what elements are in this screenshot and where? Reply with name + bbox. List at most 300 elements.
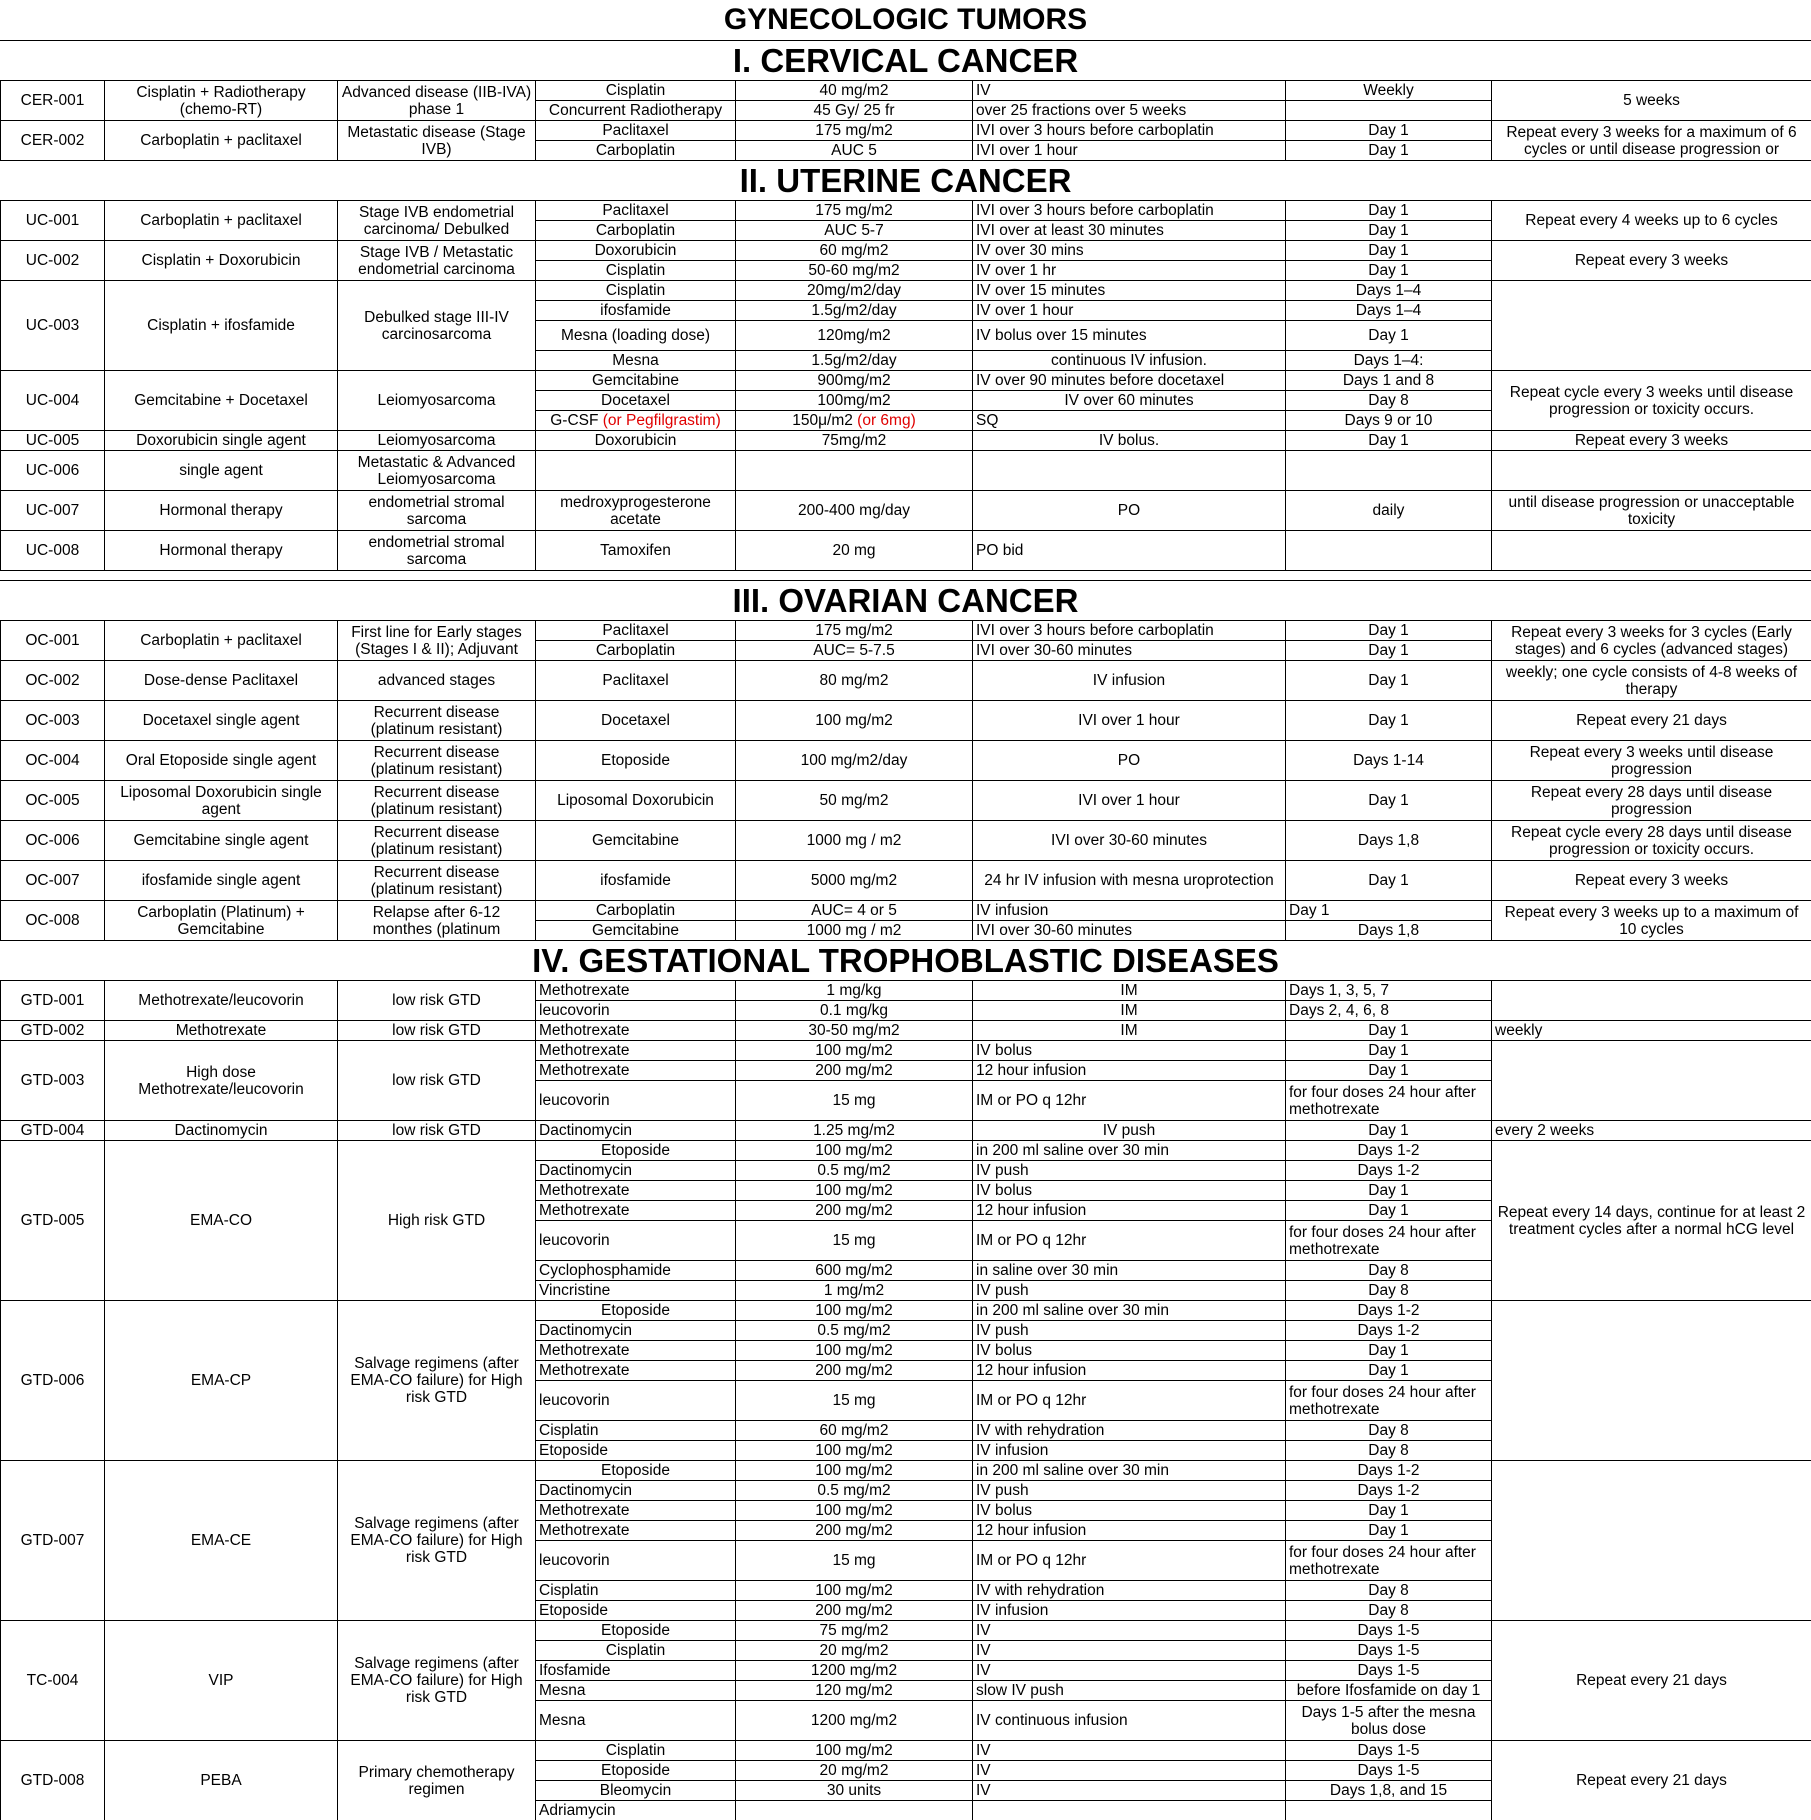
schedule: Day 1: [1286, 221, 1492, 241]
schedule: [1286, 1801, 1492, 1820]
dose: 175 mg/m2: [736, 201, 973, 221]
regimen-name: VIP: [105, 1621, 338, 1741]
regimen-name: Methotrexate: [105, 1021, 338, 1041]
protocol-code: GTD-008: [1, 1741, 105, 1820]
dose: 200 mg/m2: [736, 1061, 973, 1081]
schedule: Days 1-5: [1286, 1761, 1492, 1781]
dose: 100 mg/m2: [736, 1041, 973, 1061]
indication: Metastatic & Advanced Leiomyosarcoma: [338, 451, 536, 491]
dose: 200 mg/m2: [736, 1361, 973, 1381]
indication: Salvage regimens (after EMA-CO failure) for High risk GTD: [338, 1621, 536, 1741]
indication: Stage IVB endometrial carcinoma/ Debulked: [338, 201, 536, 241]
route: IVI over 1 hour: [973, 141, 1286, 161]
table-row: [1, 661, 1811, 701]
route: IV bolus: [973, 1181, 1286, 1201]
schedule: [1286, 451, 1492, 491]
route: in 200 ml saline over 30 min: [973, 1141, 1286, 1161]
drug-name: Cisplatin: [536, 1641, 736, 1661]
dose: 1.5g/m2/day: [736, 301, 973, 321]
indication: Recurrent disease (platinum resistant): [338, 861, 536, 901]
frequency: Repeat every 28 days until disease progression: [1492, 781, 1811, 821]
route: IV: [973, 1641, 1286, 1661]
dose: 200 mg/m2: [736, 1521, 973, 1541]
schedule: Day 1: [1286, 241, 1492, 261]
route: PO: [973, 491, 1286, 531]
table-row: [1, 861, 1811, 901]
frequency: Repeat every 3 weeks until disease progression: [1492, 741, 1811, 781]
regimen-name: Carboplatin + paclitaxel: [105, 621, 338, 661]
drug-name: Methotrexate: [536, 981, 736, 1001]
schedule: Days 1–4: [1286, 301, 1492, 321]
table-row: [1, 781, 1811, 821]
drug-name: Gemcitabine: [536, 921, 736, 941]
schedule: Day 8: [1286, 1581, 1492, 1601]
indication: low risk GTD: [338, 1021, 536, 1041]
protocol-table: [0, 200, 1811, 571]
table-row: [1, 431, 1811, 451]
route: 12 hour infusion: [973, 1521, 1286, 1541]
drug-name: G-CSF (or Pegfilgrastim): [536, 411, 736, 431]
drug-name: Dactinomycin: [536, 1481, 736, 1501]
dose: 900mg/m2: [736, 371, 973, 391]
route: in 200 ml saline over 30 min: [973, 1301, 1286, 1321]
route: IV infusion: [973, 1601, 1286, 1621]
route: IM: [973, 1021, 1286, 1041]
dose: 20 mg/m2: [736, 1761, 973, 1781]
route: IV over 15 minutes: [973, 281, 1286, 301]
route: IV: [973, 1621, 1286, 1641]
drug-name: Carboplatin: [536, 641, 736, 661]
dose: 20 mg: [736, 531, 973, 571]
regimen-name: Carboplatin + paclitaxel: [105, 121, 338, 161]
schedule: Days 1, 3, 5, 7: [1286, 981, 1492, 1001]
drug-name: Gemcitabine: [536, 371, 736, 391]
indication: Debulked stage III-IV carcinosarcoma: [338, 281, 536, 371]
frequency: [1492, 1461, 1811, 1621]
dose: 80 mg/m2: [736, 661, 973, 701]
route: IV infusion: [973, 1441, 1286, 1461]
frequency: Repeat cycle every 28 days until disease progression or toxicity occurs.: [1492, 821, 1811, 861]
indication: Leiomyosarcoma: [338, 371, 536, 431]
indication: Advanced disease (IIB-IVA) phase 1: [338, 81, 536, 121]
schedule: Days 1 and 8: [1286, 371, 1492, 391]
dose: 100 mg/m2: [736, 1741, 973, 1761]
route: IV over 90 minutes before docetaxel: [973, 371, 1286, 391]
section-heading: I. CERVICAL CANCER: [0, 40, 1811, 80]
dose: 0.1 mg/kg: [736, 1001, 973, 1021]
schedule: Day 1: [1286, 321, 1492, 351]
schedule: Day 1: [1286, 1201, 1492, 1221]
protocol-table: [0, 80, 1811, 161]
route: IVI over 3 hours before carboplatin: [973, 201, 1286, 221]
dose: 100 mg/m2: [736, 1181, 973, 1201]
indication: First line for Early stages (Stages I & II); Adjuvant: [338, 621, 536, 661]
frequency: [1492, 981, 1811, 1021]
schedule: Day 1: [1286, 1501, 1492, 1521]
drug-name: Etoposide: [536, 1301, 736, 1321]
dose: 100 mg/m2: [736, 1301, 973, 1321]
drug-name: Mesna: [536, 1681, 736, 1701]
table-row: [1, 121, 1811, 141]
protocol-code: OC-007: [1, 861, 105, 901]
drug-name: Cisplatin: [536, 1741, 736, 1761]
schedule: daily: [1286, 491, 1492, 531]
table-row: [1, 741, 1811, 781]
route: IV: [973, 81, 1286, 101]
drug-name: medroxyprogesterone acetate: [536, 491, 736, 531]
protocol-code: GTD-003: [1, 1041, 105, 1121]
drug-name: Methotrexate: [536, 1061, 736, 1081]
route: PO: [973, 741, 1286, 781]
protocol-code: OC-003: [1, 701, 105, 741]
indication: low risk GTD: [338, 1041, 536, 1121]
schedule: [1286, 531, 1492, 571]
drug-name: Etoposide: [536, 1621, 736, 1641]
regimen-name: Dose-dense Paclitaxel: [105, 661, 338, 701]
protocol-code: CER-002: [1, 121, 105, 161]
dose: 100 mg/m2: [736, 701, 973, 741]
route: IV: [973, 1781, 1286, 1801]
drug-name: Cyclophosphamide: [536, 1261, 736, 1281]
table-row: [1, 531, 1811, 571]
drug-name: Carboplatin: [536, 221, 736, 241]
schedule: Day 1: [1286, 901, 1492, 921]
frequency: Repeat every 21 days: [1492, 1621, 1811, 1741]
table-row: [1, 981, 1811, 1001]
indication: Stage IVB / Metastatic endometrial carcinoma: [338, 241, 536, 281]
protocol-code: OC-005: [1, 781, 105, 821]
schedule: Days 1-5: [1286, 1641, 1492, 1661]
table-row: [1, 241, 1811, 261]
dose: 1 mg/m2: [736, 1281, 973, 1301]
regimen-name: Liposomal Doxorubicin single agent: [105, 781, 338, 821]
schedule: [1286, 101, 1492, 121]
protocol-code: OC-001: [1, 621, 105, 661]
dose: AUC= 5-7.5: [736, 641, 973, 661]
frequency: [1492, 1301, 1811, 1461]
regimen-name: Carboplatin + paclitaxel: [105, 201, 338, 241]
protocol-code: OC-004: [1, 741, 105, 781]
route: slow IV push: [973, 1681, 1286, 1701]
route: IVI over 1 hour: [973, 701, 1286, 741]
route: IV: [973, 1661, 1286, 1681]
drug-name: ifosfamide: [536, 861, 736, 901]
regimen-name: Cisplatin + Doxorubicin: [105, 241, 338, 281]
protocol-code: UC-003: [1, 281, 105, 371]
table-row: [1, 701, 1811, 741]
regimen-name: PEBA: [105, 1741, 338, 1820]
section-heading: III. OVARIAN CANCER: [0, 580, 1811, 620]
schedule: Days 1-5 after the mesna bolus dose: [1286, 1701, 1492, 1741]
drug-name: Vincristine: [536, 1281, 736, 1301]
dose: AUC 5: [736, 141, 973, 161]
schedule: Day 8: [1286, 1601, 1492, 1621]
dose: 100 mg/m2: [736, 1501, 973, 1521]
dose: 1 mg/kg: [736, 981, 973, 1001]
frequency: 5 weeks: [1492, 81, 1811, 121]
frequency: Repeat every 4 weeks up to 6 cycles: [1492, 201, 1811, 241]
drug-name: Etoposide: [536, 1441, 736, 1461]
dose: 20mg/m2/day: [736, 281, 973, 301]
route: PO bid: [973, 531, 1286, 571]
protocol-table: [0, 620, 1811, 941]
schedule: Day 1: [1286, 121, 1492, 141]
table-row: [1, 1301, 1811, 1321]
dose: 100 mg/m2: [736, 1461, 973, 1481]
schedule: Days 1–4: [1286, 281, 1492, 301]
table-row: [1, 451, 1811, 491]
drug-name: Docetaxel: [536, 391, 736, 411]
schedule: for four doses 24 hour after methotrexate: [1286, 1221, 1492, 1261]
schedule: Day 1: [1286, 1041, 1492, 1061]
drug-name: Etoposide: [536, 1601, 736, 1621]
drug-name: Methotrexate: [536, 1521, 736, 1541]
dose: 100 mg/m2: [736, 1581, 973, 1601]
indication: low risk GTD: [338, 1121, 536, 1141]
table-row: [1, 1021, 1811, 1041]
schedule: for four doses 24 hour after methotrexate: [1286, 1081, 1492, 1121]
protocol-code: GTD-005: [1, 1141, 105, 1301]
protocol-code: GTD-004: [1, 1121, 105, 1141]
indication: Recurrent disease (platinum resistant): [338, 781, 536, 821]
dose: 45 Gy/ 25 fr: [736, 101, 973, 121]
regimen-name: Carboplatin (Platinum) + Gemcitabine: [105, 901, 338, 941]
protocol-code: CER-001: [1, 81, 105, 121]
schedule: Day 1: [1286, 1121, 1492, 1141]
schedule: Days 1-2: [1286, 1461, 1492, 1481]
schedule: Days 1-5: [1286, 1661, 1492, 1681]
dose: 60 mg/m2: [736, 1421, 973, 1441]
schedule: for four doses 24 hour after methotrexate: [1286, 1381, 1492, 1421]
dose: 100 mg/m2/day: [736, 741, 973, 781]
protocol-code: UC-008: [1, 531, 105, 571]
route: SQ: [973, 411, 1286, 431]
schedule: before Ifosfamide on day 1: [1286, 1681, 1492, 1701]
schedule: Day 1: [1286, 781, 1492, 821]
schedule: Days 1,8: [1286, 921, 1492, 941]
drug-name: ifosfamide: [536, 301, 736, 321]
schedule: Days 1-2: [1286, 1321, 1492, 1341]
route: IM or PO q 12hr: [973, 1081, 1286, 1121]
route: IV over 1 hr: [973, 261, 1286, 281]
drug-name: Etoposide: [536, 1141, 736, 1161]
indication: advanced stages: [338, 661, 536, 701]
schedule: Day 1: [1286, 431, 1492, 451]
route: 12 hour infusion: [973, 1201, 1286, 1221]
dose: 1000 mg / m2: [736, 921, 973, 941]
drug-name: Docetaxel: [536, 701, 736, 741]
schedule: Days 1-5: [1286, 1621, 1492, 1641]
drug-name: Cisplatin: [536, 261, 736, 281]
drug-name: Methotrexate: [536, 1361, 736, 1381]
indication: Relapse after 6-12 monthes (platinum: [338, 901, 536, 941]
protocol-code: TC-004: [1, 1621, 105, 1741]
dose: 175 mg/m2: [736, 621, 973, 641]
frequency: until disease progression or unacceptable toxicity: [1492, 491, 1811, 531]
route: IVI over 1 hour: [973, 781, 1286, 821]
schedule: Day 1: [1286, 261, 1492, 281]
route: IV bolus: [973, 1041, 1286, 1061]
route: IV with rehydration: [973, 1421, 1286, 1441]
route: [973, 451, 1286, 491]
regimen-name: single agent: [105, 451, 338, 491]
dose: 75 mg/m2: [736, 1621, 973, 1641]
frequency: Repeat every 3 weeks: [1492, 241, 1811, 281]
drug-name: Cisplatin: [536, 281, 736, 301]
indication: Recurrent disease (platinum resistant): [338, 821, 536, 861]
route: 12 hour infusion: [973, 1061, 1286, 1081]
schedule: Day 8: [1286, 1281, 1492, 1301]
dose: 0.5 mg/m2: [736, 1321, 973, 1341]
schedule: Days 1-2: [1286, 1161, 1492, 1181]
dose: 200 mg/m2: [736, 1601, 973, 1621]
route: IV bolus.: [973, 431, 1286, 451]
frequency: [1492, 1041, 1811, 1121]
route: IV push: [973, 1121, 1286, 1141]
dose: 30-50 mg/m2: [736, 1021, 973, 1041]
section-heading: IV. GESTATIONAL TROPHOBLASTIC DISEASES: [0, 940, 1811, 980]
schedule: Days 1-14: [1286, 741, 1492, 781]
drug-name: Methotrexate: [536, 1501, 736, 1521]
dose: 100 mg/m2: [736, 1341, 973, 1361]
regimen-name: Hormonal therapy: [105, 491, 338, 531]
regimen-name: Hormonal therapy: [105, 531, 338, 571]
protocol-code: OC-002: [1, 661, 105, 701]
drug-name: Liposomal Doxorubicin: [536, 781, 736, 821]
schedule: Days 1-2: [1286, 1481, 1492, 1501]
regimen-name: High dose Methotrexate/leucovorin: [105, 1041, 338, 1121]
drug-name: Ifosfamide: [536, 1661, 736, 1681]
indication: Salvage regimens (after EMA-CO failure) for High risk GTD: [338, 1301, 536, 1461]
protocol-code: UC-004: [1, 371, 105, 431]
protocol-code: GTD-001: [1, 981, 105, 1021]
drug-name: Etoposide: [536, 1461, 736, 1481]
table-row: [1, 1741, 1811, 1761]
dose: 75mg/m2: [736, 431, 973, 451]
schedule: Day 1: [1286, 1061, 1492, 1081]
indication: Salvage regimens (after EMA-CO failure) for High risk GTD: [338, 1461, 536, 1621]
dose: AUC= 4 or 5: [736, 901, 973, 921]
drug-name: Cisplatin: [536, 1581, 736, 1601]
protocol-code: UC-007: [1, 491, 105, 531]
frequency: [1492, 451, 1811, 491]
dose: 600 mg/m2: [736, 1261, 973, 1281]
route: IM: [973, 1001, 1286, 1021]
drug-name: leucovorin: [536, 1221, 736, 1261]
dose: AUC 5-7: [736, 221, 973, 241]
route: IVI over 30-60 minutes: [973, 921, 1286, 941]
table-row: [1, 1461, 1811, 1481]
dose: 1.5g/m2/day: [736, 351, 973, 371]
drug-name: Doxorubicin: [536, 431, 736, 451]
regimen-name: EMA-CE: [105, 1461, 338, 1621]
regimen-name: EMA-CO: [105, 1141, 338, 1301]
route: IVI over 30-60 minutes: [973, 821, 1286, 861]
dose: 15 mg: [736, 1221, 973, 1261]
table-row: [1, 901, 1811, 921]
drug-name: Dactinomycin: [536, 1161, 736, 1181]
schedule: Day 8: [1286, 391, 1492, 411]
frequency: [1492, 531, 1811, 571]
route: IV over 60 minutes: [973, 391, 1286, 411]
schedule: Days 9 or 10: [1286, 411, 1492, 431]
schedule: Weekly: [1286, 81, 1492, 101]
indication: low risk GTD: [338, 981, 536, 1021]
drug-name: Gemcitabine: [536, 821, 736, 861]
indication: Metastatic disease (Stage IVB): [338, 121, 536, 161]
regimen-name: Docetaxel single agent: [105, 701, 338, 741]
regimen-name: Doxorubicin single agent: [105, 431, 338, 451]
frequency: Repeat every 21 days: [1492, 701, 1811, 741]
drug-name: Paclitaxel: [536, 121, 736, 141]
drug-name: Paclitaxel: [536, 661, 736, 701]
protocol-code: OC-006: [1, 821, 105, 861]
drug-name: Cisplatin: [536, 1421, 736, 1441]
dose: 50 mg/m2: [736, 781, 973, 821]
frequency: Repeat every 3 weeks up to a maximum of 10 cycles: [1492, 901, 1811, 941]
protocol-code: UC-001: [1, 201, 105, 241]
dose: 60 mg/m2: [736, 241, 973, 261]
protocol-code: GTD-006: [1, 1301, 105, 1461]
route: IV over 1 hour: [973, 301, 1286, 321]
frequency: Repeat every 21 days: [1492, 1741, 1811, 1820]
schedule: Day 1: [1286, 861, 1492, 901]
section-heading: II. UTERINE CANCER: [0, 160, 1811, 200]
indication: endometrial stromal sarcoma: [338, 531, 536, 571]
route: 24 hr IV infusion with mesna uroprotection: [973, 861, 1286, 901]
route: continuous IV infusion.: [973, 351, 1286, 371]
dose-note: (or 6mg): [852, 412, 916, 429]
frequency: Repeat every 3 weeks for 3 cycles (Early stages) and 6 cycles (advanced stages): [1492, 621, 1811, 661]
schedule: Day 1: [1286, 661, 1492, 701]
frequency: Repeat cycle every 3 weeks until disease progression or toxicity occurs.: [1492, 371, 1811, 431]
route: [973, 1801, 1286, 1820]
protocol-code: OC-008: [1, 901, 105, 941]
drug-name: leucovorin: [536, 1001, 736, 1021]
route: IV infusion: [973, 661, 1286, 701]
frequency: Repeat every 3 weeks for a maximum of 6 cycles or until disease progression or: [1492, 121, 1811, 161]
route: IV: [973, 1761, 1286, 1781]
regimen-name: Cisplatin + Radiotherapy (chemo-RT): [105, 81, 338, 121]
drug-name: Paclitaxel: [536, 201, 736, 221]
dose: 1.25 mg/m2: [736, 1121, 973, 1141]
dose: 50-60 mg/m2: [736, 261, 973, 281]
route: IV push: [973, 1321, 1286, 1341]
route: over 25 fractions over 5 weeks: [973, 101, 1286, 121]
dose: 100mg/m2: [736, 391, 973, 411]
frequency: Repeat every 3 weeks: [1492, 431, 1811, 451]
dose: 1000 mg / m2: [736, 821, 973, 861]
drug-name: [536, 451, 736, 491]
drug-name: Adriamycin: [536, 1801, 736, 1820]
dose: 15 mg: [736, 1541, 973, 1581]
dose: [736, 1801, 973, 1820]
page-title: GYNECOLOGIC TUMORS: [723, 3, 1088, 36]
route: IV bolus: [973, 1341, 1286, 1361]
schedule: Day 1: [1286, 1181, 1492, 1201]
dose: 120 mg/m2: [736, 1681, 973, 1701]
protocol-code: GTD-007: [1, 1461, 105, 1621]
drug-name: leucovorin: [536, 1541, 736, 1581]
regimen-name: ifosfamide single agent: [105, 861, 338, 901]
table-row: [1, 371, 1811, 391]
schedule: Day 8: [1286, 1441, 1492, 1461]
schedule: Day 1: [1286, 1341, 1492, 1361]
route: IVI over at least 30 minutes: [973, 221, 1286, 241]
dose: 100 mg/m2: [736, 1141, 973, 1161]
drug-name: Concurrent Radiotherapy: [536, 101, 736, 121]
schedule: Day 1: [1286, 641, 1492, 661]
